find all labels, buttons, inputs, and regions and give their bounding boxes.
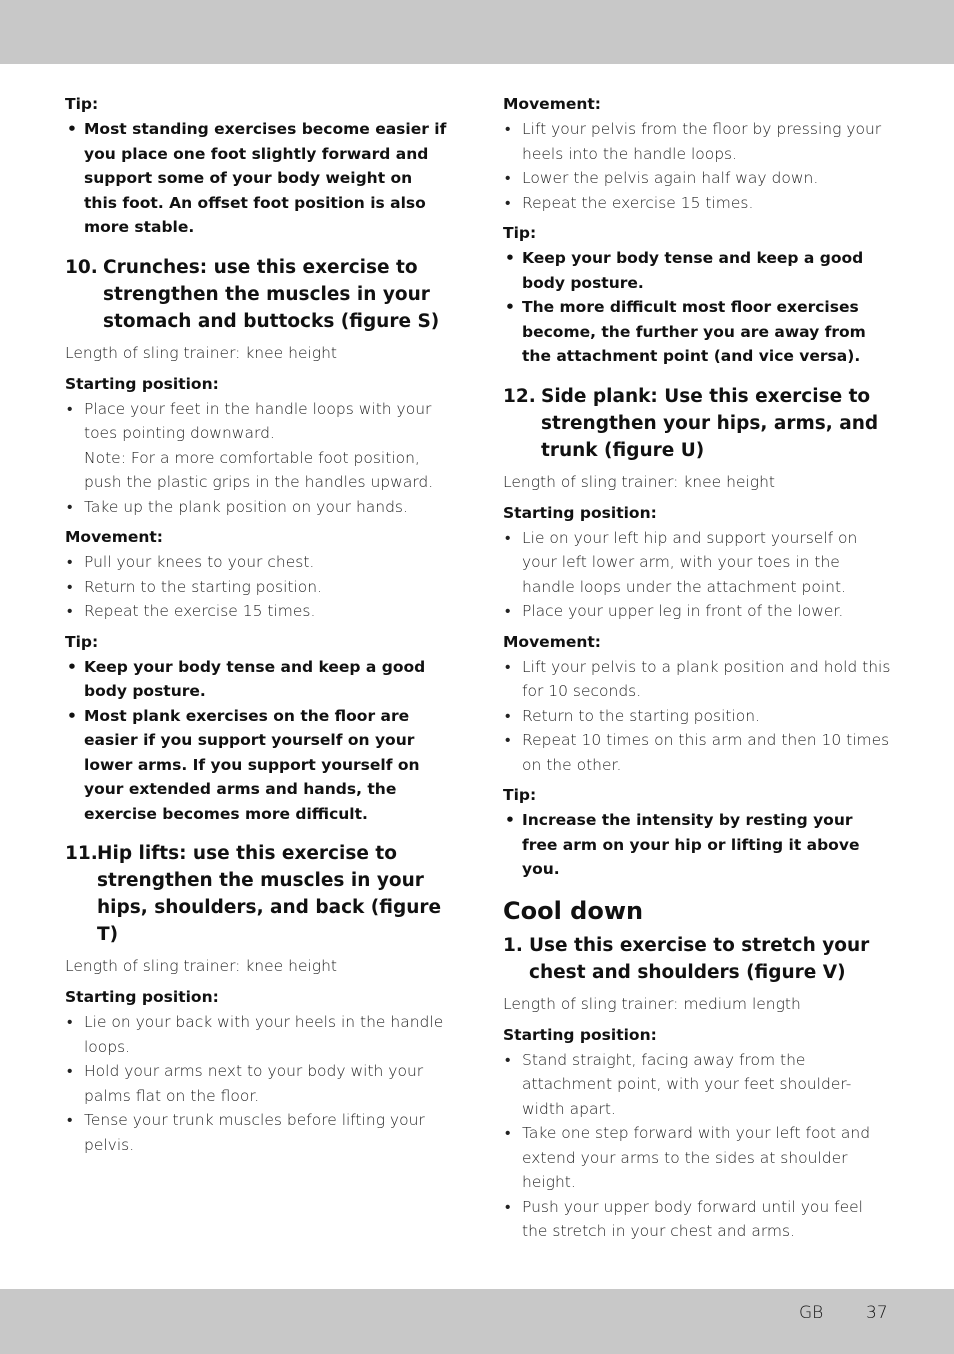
sling-length: Length of sling trainer: knee height <box>503 472 775 491</box>
cool-down-heading: Cool down <box>503 896 644 925</box>
list-item: • Return to the starting position. <box>65 575 450 600</box>
section-heading-10 <box>65 254 450 335</box>
section-title: Hip lifts: use this exercise to strengthen the muscles in your hips, shoulders, and back (figure T) <box>97 843 442 945</box>
tip-list <box>503 808 893 882</box>
section-title: Crunches: use this exercise to strengthen the muscles in your stomach and buttocks (figure S) <box>103 256 440 332</box>
section-title: Side plank: Use this exercise to strengthen your hips, arms, and trunk (figure U) <box>541 385 879 461</box>
starting-position-list <box>503 1048 893 1244</box>
starting-position-list <box>65 1010 450 1157</box>
sling-length: Length of sling trainer: knee height <box>65 343 337 362</box>
list-item: • Increase the intensity by resting your free arm on your hip or lifting it above you. <box>503 808 893 882</box>
section-number: 10. <box>65 256 98 278</box>
left-column <box>65 92 450 1157</box>
starting-position-label: Starting position: <box>65 988 219 1006</box>
section-heading-12 <box>503 383 893 464</box>
movement-list <box>503 655 893 778</box>
movement-list <box>65 550 450 624</box>
list-item: • Lie on your left hip and support yourself on your left lower arm, with your toes in the handle loops under the attachment point. <box>503 526 893 600</box>
sling-length: Length of sling trainer: knee height <box>65 957 337 975</box>
section-number: 1. <box>503 934 523 956</box>
sling-length: Length of sling trainer: medium length <box>503 994 801 1013</box>
tip-label: Tip: <box>503 786 537 804</box>
section-number: 11. <box>65 843 98 864</box>
list-item: • Hold your arms next to your body with your palms flat on the floor. <box>65 1059 450 1108</box>
movement-label: Movement: <box>503 95 601 113</box>
list-item: • Keep your body tense and keep a good body posture. <box>503 246 893 295</box>
list-item: • Keep your body tense and keep a good body posture. <box>65 655 450 704</box>
list-item: • Push your upper body forward until you feel the stretch in your chest and arms. <box>503 1195 893 1244</box>
list-item: • Lower the pelvis again half way down. <box>503 166 893 191</box>
section-number: 12. <box>503 385 536 407</box>
footer-language: GB <box>799 1303 824 1323</box>
tip-list <box>65 655 450 827</box>
starting-position-list <box>65 397 450 520</box>
tip-label: Tip: <box>65 95 99 113</box>
starting-position-label: Starting position: <box>503 1025 657 1044</box>
movement-label: Movement: <box>503 632 601 651</box>
movement-label: Movement: <box>65 528 163 546</box>
page-number: 37 <box>866 1303 888 1323</box>
starting-position-label: Starting position: <box>503 503 657 522</box>
section-heading-11 <box>65 840 450 948</box>
movement-list <box>503 117 893 215</box>
section-title: Use this exercise to stretch your chest and shoulders (figure V) <box>529 934 870 983</box>
list-item: • Most plank exercises on the floor are easier if you support yourself on your lower arms. If you support yourself on your extended arms and hands, the exercise becomes more difficult. <box>65 704 450 827</box>
list-item: • Lie on your back with your heels in the handle loops. <box>65 1010 450 1059</box>
tip-label: Tip: <box>65 632 99 651</box>
list-item: • Tense your trunk muscles before lifting your pelvis. <box>65 1108 450 1157</box>
starting-position-label: Starting position: <box>65 374 219 393</box>
list-item: • Repeat 10 times on this arm and then 10 times on the other. <box>503 728 893 777</box>
list-item: • Place your upper leg in front of the lower. <box>503 599 893 624</box>
starting-position-list <box>503 526 893 624</box>
list-item: • Lift your pelvis from the floor by pressing your heels into the handle loops. <box>503 117 893 166</box>
section-heading-cool-down-1 <box>503 932 893 986</box>
note-text: Note: For a more comfortable foot position, push the plastic grips in the handles upward. <box>84 448 434 491</box>
list-item: • Take up the plank position on your hands. <box>65 495 450 520</box>
list-item <box>65 397 450 495</box>
list-item: • Pull your knees to your chest. <box>65 550 450 575</box>
list-item: • Repeat the exercise 15 times. <box>65 599 450 624</box>
list-item: • Repeat the exercise 15 times. <box>503 191 893 216</box>
tip-list <box>65 117 450 240</box>
list-item: • The more difficult most floor exercises become, the further you are away from the attachment point (and vice versa). <box>503 295 893 369</box>
list-item: • Most standing exercises become easier if you place one foot slightly forward and support some of your body weight on this foot. An offset foot position is also more stable. <box>65 117 450 240</box>
list-item: • Stand straight, facing away from the attachment point, with your feet shoulder-width apart. <box>503 1048 893 1122</box>
list-item: • Lift your pelvis to a plank position and hold this for 10 seconds. <box>503 655 893 704</box>
header-bar <box>0 0 954 64</box>
list-item: • Take one step forward with your left foot and extend your arms to the sides at shoulder height. <box>503 1121 893 1195</box>
list-item-text: Place your feet in the handle loops with your toes pointing downward. <box>84 399 432 442</box>
right-column <box>503 92 893 1244</box>
list-item: • Return to the starting position. <box>503 704 893 729</box>
tip-list <box>503 246 893 369</box>
tip-label: Tip: <box>503 224 537 242</box>
